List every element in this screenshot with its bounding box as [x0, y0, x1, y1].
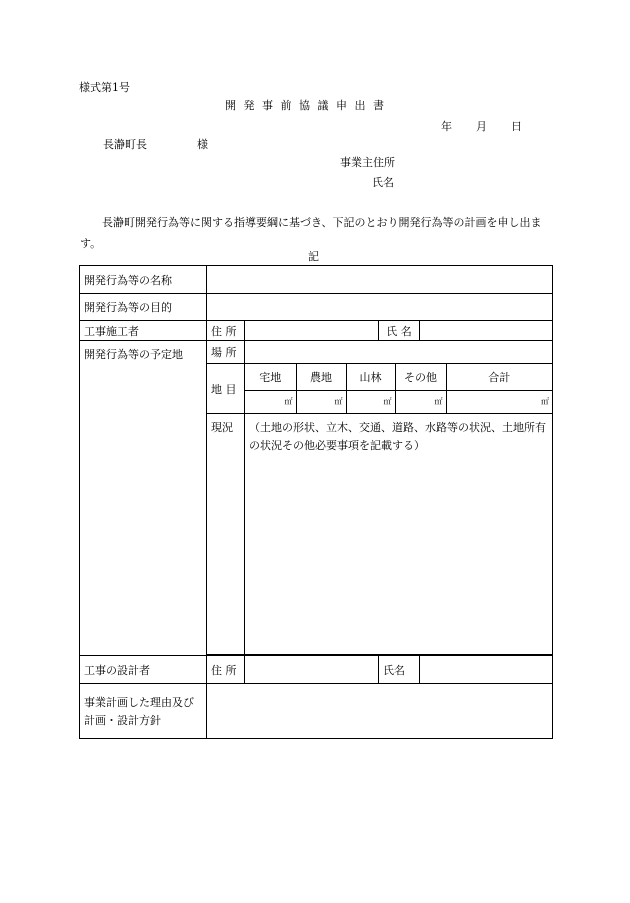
designer-address-label: 住 所: [207, 656, 245, 684]
designer-label: 工事の設計者: [80, 656, 207, 684]
area-farmland-field[interactable]: ㎡: [296, 390, 346, 413]
development-name-field[interactable]: [207, 266, 553, 294]
date-month: 月: [476, 120, 487, 133]
land-category-label: 地 目: [207, 364, 245, 414]
location-label: 場 所: [207, 341, 245, 364]
land-category-total: 合計: [446, 364, 552, 390]
applicant-name-label: 氏名: [372, 176, 394, 189]
area-total-field[interactable]: ㎡: [446, 390, 552, 413]
contractor-address-label: 住 所: [207, 321, 245, 341]
area-residential-field[interactable]: ㎡: [245, 390, 296, 413]
development-name-label: 開発行為等の名称: [80, 266, 207, 294]
location-field[interactable]: [245, 341, 553, 364]
contractor-name-field[interactable]: [420, 321, 553, 341]
land-category-table: [245, 364, 552, 413]
contractor-address-field[interactable]: [245, 321, 379, 341]
development-purpose-field[interactable]: [207, 294, 553, 321]
contractor-label: 工事施工者: [80, 321, 207, 341]
date-day: 日: [511, 120, 522, 133]
development-purpose-label: 開発行為等の目的: [80, 294, 207, 321]
body-text: 長瀞町開発行為等に関する指導要綱に基づき、下記のとおり開発行為等の計画を申し出ます。: [80, 216, 542, 250]
site-label: 開発行為等の予定地: [80, 341, 207, 656]
area-other-field[interactable]: ㎡: [395, 390, 446, 413]
designer-name-label: 氏名: [379, 656, 420, 684]
date-line: [441, 121, 522, 132]
honorific: 様: [197, 138, 208, 151]
designer-address-field[interactable]: [245, 656, 379, 684]
document-title: 開発事前協議申出書: [225, 99, 392, 112]
reason-label: 事業計画した理由及び計画・設計方針: [80, 684, 207, 739]
form-number: 様式第1号: [79, 81, 130, 94]
designer-name-field[interactable]: [420, 656, 553, 684]
date-year: 年: [441, 120, 452, 133]
addressee: [103, 139, 208, 150]
land-category-other: その他: [395, 364, 446, 390]
land-category-residential: 宅地: [245, 364, 296, 390]
addressee-name: 長瀞町長: [103, 138, 147, 151]
land-category-cell: [245, 364, 553, 414]
condition-label: 現況: [207, 414, 245, 655]
reason-field[interactable]: [207, 684, 553, 739]
condition-note: （土地の形状、立木、交通、道路、水路等の状況、土地所有の状況その他必要事項を記載する）: [249, 421, 546, 452]
application-form-table: [79, 265, 553, 739]
applicant-address-label: 事業主住所: [340, 156, 395, 169]
area-forest-field[interactable]: ㎡: [346, 390, 395, 413]
condition-field[interactable]: [245, 414, 553, 655]
record-label: 記: [308, 250, 319, 263]
land-category-farmland: 農地: [296, 364, 346, 390]
contractor-name-label: 氏 名: [379, 321, 420, 341]
land-category-forest: 山林: [346, 364, 395, 390]
